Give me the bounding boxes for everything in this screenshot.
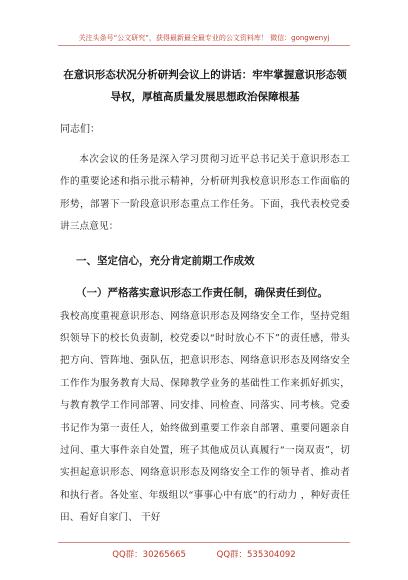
footer-divider <box>58 542 350 543</box>
page-header <box>0 0 408 50</box>
section-heading: 一、坚定信心，充分肯定前期工作成效 <box>76 254 255 267</box>
document-body <box>60 64 350 530</box>
subsection-paragraph: 我校高度重视意识形态、网络意识形态及网络安全工作，坚持党组织领导下的校长负责制，校党委以“时时放心不下”的责任感，带头把方向、管阵地、强队伍，把意识形态、网络意识形态及网络安全工作作为服务教育大局、保障教学业务的基础性工作来抓好抓实，与教育教学工作同部署、同安排、同检查、同落实、同考核。党委书记作为第一责任人，始终做到重要工作亲自部署、重要问题亲自过问、重大事件亲自处置，班子其他成员认真履行“一岗双责”，切实担起意识形态、网络意识形态及网络安全工作的领导者、推动者和执行者。各处室、年级组以“事事心中有底”的行动力 ，种好责任田、看好自家门、 干好 <box>60 310 350 524</box>
document-title: 在意识形态状况分析研判会议上的讲话：牢牢掌握意识形态领导权，厚植高质量发展思想政治保障根基 <box>63 69 347 103</box>
page-footer <box>0 542 408 572</box>
subsection-heading: （一）严格落实意识形态工作责任制，确保责任到位。 <box>76 286 328 299</box>
salutation: 同志们： <box>60 124 100 135</box>
footer-contacts <box>0 548 408 560</box>
intro-paragraph: 本次会议的任务是深入学习贯彻习近平总书记关于意识形态工作的重要论述和指示批示精神，分析研判我校意识形态工作面临的形势，部署下一阶段意识形态重点工作任务。下面，我代表校党委讲三点意见： <box>60 154 350 233</box>
footer-qq-group-1: QQ群：30265665 <box>112 550 186 560</box>
header-notice: 关注头条号“公文研究”，获得最新最全最专业的公文资料库！ 微信：gongwenyj <box>78 34 330 42</box>
header-divider <box>58 45 350 46</box>
footer-qq-group-2: QQ群：535304092 <box>216 550 296 560</box>
